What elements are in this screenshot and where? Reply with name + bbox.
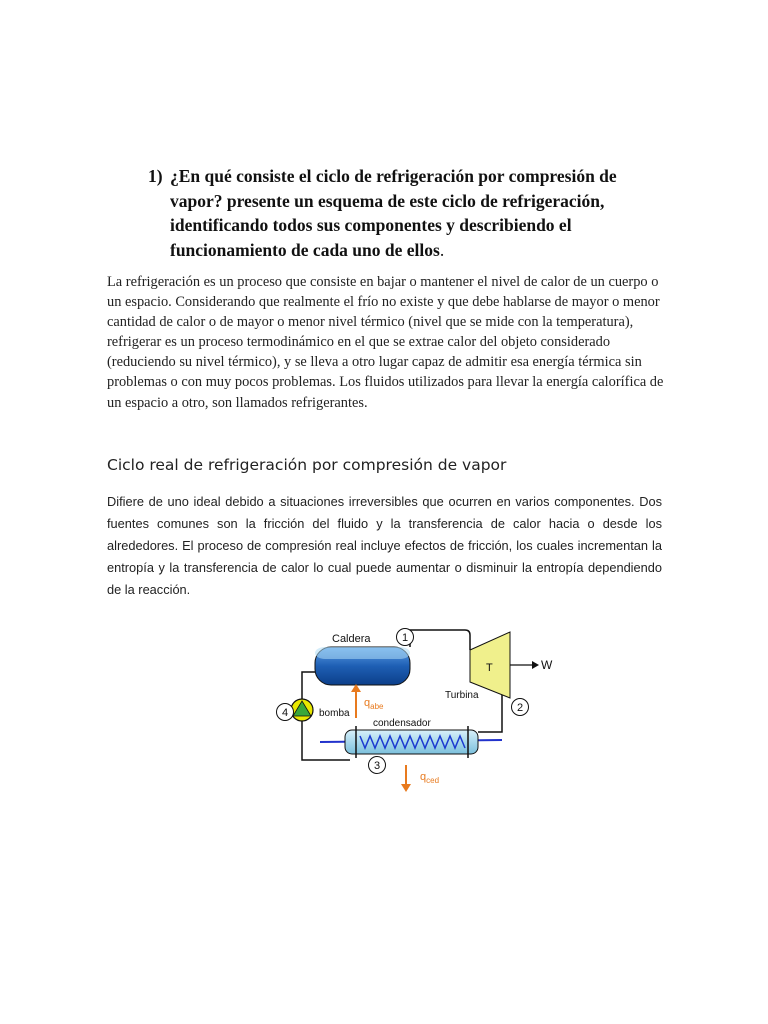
turbine [445, 632, 553, 701]
condensador-label: condensador [373, 718, 431, 729]
work-label: W [541, 658, 553, 672]
heat-absorbed [351, 684, 384, 718]
intro-paragraph: La refrigeración es un proceso que consiste en bajar o mantener el nivel de calor de un cuerpo o un espacio. Considerando que realmente el frío no existe y que debe hablarse de mayor o menor cantidad de calor o de mayor o menor nivel térmico (nivel que se mide con la temperatura), refrigerar es un proceso termodinámico en el que se extrae calor del objeto considerado (reduciendo su nivel térmico), y se lleva a otro lugar capaz de admitir esa energía térmica sin problemas o con muy pocos problemas. Los fluidos utilizados para llevar la energía calorífica de un espacio a otro, son llamados refrigerantes. [107, 274, 664, 411]
section-paragraph: Difiere de uno ideal debido a situaciones irreversibles que ocurren en varios componentes. Dos fuentes comunes son la fricción del fluido y la transferencia de calor hacia o desde los alrededores. El proceso de compresión real incluye efectos de fricción, los cuales incrementan la entropía y la transferencia de calor lo cual puede aumentar o disminuir la entropía dependiendo de la reacción. [107, 494, 662, 597]
refrigeration-cycle-diagram [270, 620, 560, 800]
condenser [345, 718, 478, 758]
bomba-label: bomba [319, 708, 350, 719]
state-point-1 [397, 629, 414, 646]
question-text-wrapper [170, 164, 630, 262]
caldera-label: Caldera [332, 633, 371, 645]
state-point-4 [277, 704, 294, 721]
question-period: . [439, 239, 445, 260]
q-abe-label: q [364, 697, 371, 709]
state-2-label: 2 [516, 702, 524, 714]
svg-text:qced [420, 771, 439, 785]
work-arrow-head [532, 661, 539, 669]
pipe-boiler-to-turbine [410, 630, 470, 650]
q-abe-sub: abe [370, 702, 384, 711]
heat-rejected [401, 765, 439, 792]
turbina-label: Turbina [445, 690, 479, 701]
section-heading: Ciclo real de refrigeración por compresión de vapor [107, 456, 507, 474]
boiler [315, 633, 410, 685]
pipe-condenser-to-pump [302, 720, 350, 760]
question-number: 1) [148, 166, 163, 186]
state-1-label: 1 [401, 632, 409, 644]
turbine-symbol: T [486, 662, 493, 674]
state-point-3 [369, 757, 386, 774]
question-text: ¿En qué consiste el ciclo de refrigeración por compresión de vapor? presente un esquema de este ciclo de refrigeración, identificando todos sus componentes y describiendo el funcionamiento de cada uno de ellos [170, 166, 617, 260]
state-point-2 [512, 699, 529, 716]
svg-text:qabe [364, 697, 384, 711]
pump [291, 699, 350, 721]
cycle-diagram-svg [270, 620, 560, 800]
q-ced-label: q [420, 771, 427, 783]
state-4-label: 4 [281, 707, 289, 719]
state-3-label: 3 [373, 760, 381, 772]
q-ced-sub: ced [426, 776, 440, 785]
